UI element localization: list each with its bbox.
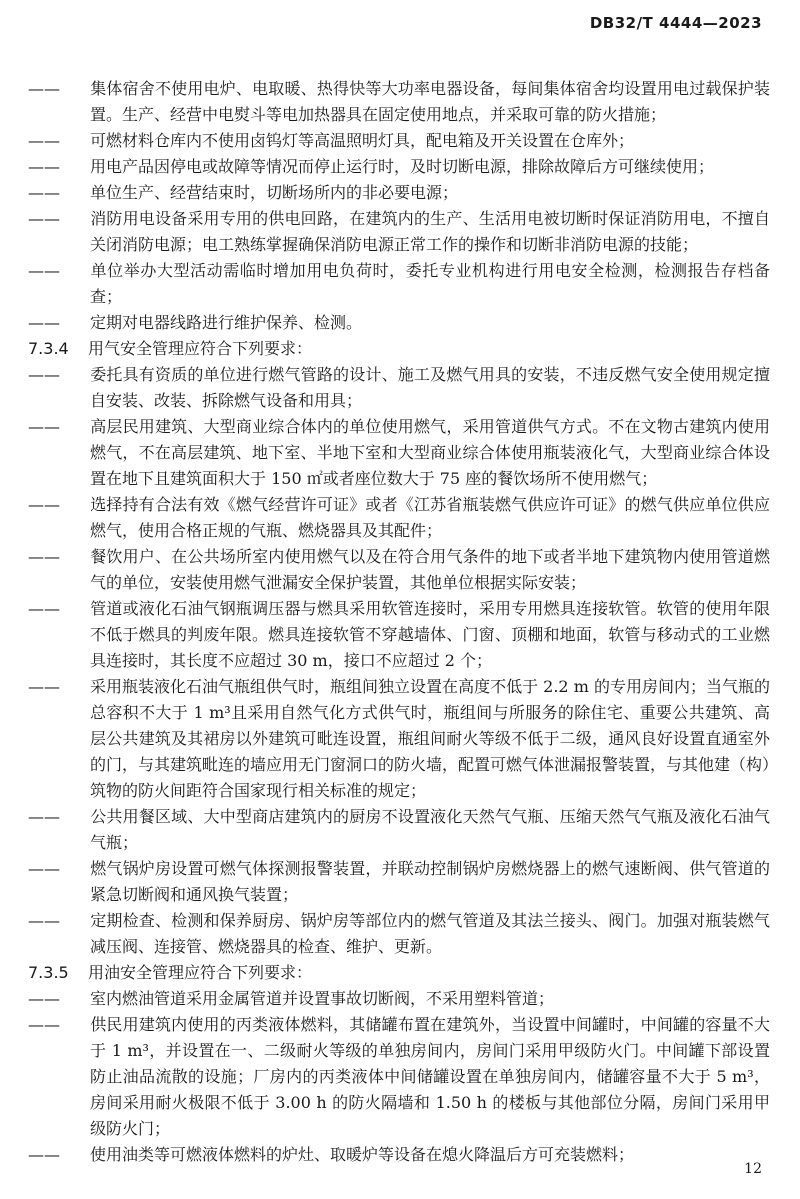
list-item-text: 消防用电设备采用专用的供电回路，在建筑内的生产、生活用电被切断时保证消防用电，不擅自关闭消防电源；电工熟练掌握确保消防电源正常工作的操作和切断非消防电源的技能； (90, 209, 770, 254)
list-item (28, 986, 770, 1012)
list-item (28, 1142, 770, 1168)
list-item-text: 集体宿舍不使用电炉、电取暖、热得快等大功率电器设备，每间集体宿舍均设置用电过载保护装置。生产、经营中电熨斗等电加热器具在固定使用地点，并采取可靠的防火措施； (90, 79, 770, 124)
list-item (28, 544, 770, 596)
list-item (28, 128, 770, 154)
list-dash: —— (28, 911, 60, 930)
list-item-text: 用电产品因停电或故障等情况而停止运行时，及时切断电源，排除故障后方可继续使用； (90, 157, 715, 176)
list-dash: —— (28, 417, 60, 436)
list-item (28, 856, 770, 908)
list-item-text: 可燃材料仓库内不使用卤钨灯等高温照明灯具，配电箱及开关设置在仓库外； (90, 131, 635, 150)
list-dash: —— (28, 365, 60, 384)
list-item (28, 1012, 770, 1142)
list-item (28, 154, 770, 180)
list-dash: —— (28, 547, 60, 566)
list-item-text: 使用油类等可燃液体燃料的炉灶、取暖炉等设备在熄火降温后方可充装燃料； (90, 1145, 635, 1164)
list-item (28, 180, 770, 206)
list-item-text: 采用瓶装液化石油气瓶组供气时，瓶组间独立设置在高度不低于 2.2 m 的专用房间内；当气瓶的总容积不大于 1 m³且采用自然气化方式供气时，瓶组间与所服务的除住宅、重要公共建筑、高层公共建筑及其裙房以外建筑可毗连设置，瓶组间耐火等级不低于二级，通风良好设置直通室外的门，与其建筑毗连的墙应用无门窗洞口的防火墙，配置可燃气体泄漏报警装置，与其他建（构）筑物的防火间距符合国家现行相关标准的规定； (90, 677, 771, 800)
list-item (28, 76, 770, 128)
list-dash: —— (28, 677, 60, 696)
list-item-text: 定期对电器线路进行维护保养、检测。 (90, 313, 363, 332)
list-item-text: 高层民用建筑、大型商业综合体内的单位使用燃气，采用管道供气方式。不在文物古建筑内使用燃气，不在高层建筑、地下室、半地下室和大型商业综合体使用瓶装液化气，大型商业综合体设置在地下且建筑面积大于 150 ㎡或者座位数大于 75 座的餐饮场所不使用燃气； (90, 417, 770, 488)
section-title: 用气安全管理应符合下列要求： (88, 339, 313, 358)
list-item (28, 310, 770, 336)
list-dash: —— (28, 859, 60, 878)
list-dash: —— (28, 131, 60, 150)
section-heading (28, 336, 770, 362)
section-heading (28, 960, 770, 986)
list-item-text: 管道或液化石油气钢瓶调压器与燃具采用软管连接时，采用专用燃具连接软管。软管的使用年限不低于燃具的判废年限。燃具连接软管不穿越墙体、门窗、顶棚和地面，软管与移动式的工业燃具连接时，其长度不应超过 30 m，接口不应超过 2 个； (90, 599, 770, 670)
list-item-text: 定期检查、检测和保养厨房、锅炉房等部位内的燃气管道及其法兰接头、阀门。加强对瓶装燃气减压阀、连接管、燃烧器具的检查、维护、更新。 (90, 911, 770, 956)
list-item-text: 室内燃油管道采用金属管道并设置事故切断阀，不采用塑料管道； (90, 989, 555, 1008)
list-dash: —— (28, 1145, 60, 1164)
list-dash: —— (28, 79, 60, 98)
list-item (28, 414, 770, 492)
list-item (28, 596, 770, 674)
section-title: 用油安全管理应符合下列要求： (88, 963, 313, 982)
list-item (28, 258, 770, 310)
list-dash: —— (28, 1015, 60, 1034)
list-item (28, 674, 770, 804)
list-dash: —— (28, 261, 60, 280)
page-number: 12 (744, 1161, 762, 1177)
list-item-text: 燃气锅炉房设置可燃气体探测报警装置，并联动控制锅炉房燃烧器上的燃气速断阀、供气管道的紧急切断阀和通风换气装置； (90, 859, 770, 904)
list-dash: —— (28, 807, 60, 826)
list-dash: —— (28, 495, 60, 514)
list-item (28, 362, 770, 414)
list-dash: —— (28, 989, 60, 1008)
list-item-text: 单位举办大型活动需临时增加用电负荷时，委托专业机构进行用电安全检测，检测报告存档备查； (90, 261, 770, 306)
list-item-text: 委托具有资质的单位进行燃气管路的设计、施工及燃气用具的安装，不违反燃气安全使用规定擅自安装、改装、拆除燃气设备和用具； (90, 365, 770, 410)
list-item-text: 选择持有合法有效《燃气经营许可证》或者《江苏省瓶装燃气供应许可证》的燃气供应单位供应燃气，使用合格正规的气瓶、燃烧器具及其配件； (90, 495, 770, 540)
list-item (28, 206, 770, 258)
list-dash: —— (28, 209, 60, 228)
list-dash: —— (28, 157, 60, 176)
document-body (28, 76, 770, 1168)
list-item (28, 804, 770, 856)
section-number: 7.3.5 (28, 963, 69, 982)
standard-code: DB32/T 4444—2023 (589, 14, 762, 32)
section-number: 7.3.4 (28, 339, 69, 358)
list-item-text: 单位生产、经营结束时，切断场所内的非必要电源； (90, 183, 459, 202)
list-dash: —— (28, 183, 60, 202)
list-dash: —— (28, 313, 60, 332)
list-item (28, 908, 770, 960)
list-item-text: 供民用建筑内使用的丙类液体燃料，其储罐布置在建筑外，当设置中间罐时，中间罐的容量不大于 1 m³，并设置在一、二级耐火等级的单独房间内，房间门采用甲级防火门。中间罐下部设置防止油品流散的设施；厂房内的丙类液体中间储罐设置在单独房间内，储罐容量不大于 5 m³，房间采用耐火极限不低于 3.00 h 的防火隔墙和 1.50 h 的楼板与其他部位分隔，房间门采用甲级防火门； (90, 1015, 770, 1138)
list-item (28, 492, 770, 544)
list-item-text: 餐饮用户、在公共场所室内使用燃气以及在符合用气条件的地下或者半地下建筑物内使用管道燃气的单位，安装使用燃气泄漏安全保护装置，其他单位根据实际安装； (90, 547, 770, 592)
list-item-text: 公共用餐区域、大中型商店建筑内的厨房不设置液化天然气气瓶、压缩天然气气瓶及液化石油气气瓶； (90, 807, 770, 852)
list-dash: —— (28, 599, 60, 618)
